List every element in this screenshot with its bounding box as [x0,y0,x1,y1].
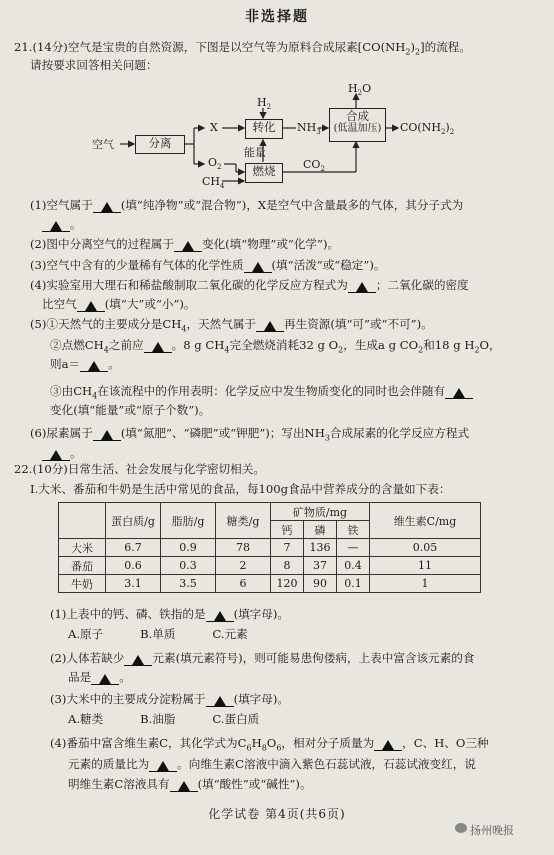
answer-blank[interactable] [206,609,234,622]
triangle-icon [453,388,465,398]
q21-part1-cont: 。 [42,217,82,232]
answer-blank[interactable] [174,239,202,252]
table-cell: 6 [216,575,271,593]
table-header-cell: 磷 [304,521,337,539]
answer-blank[interactable] [149,759,177,772]
page-footer: 化学试卷 第4页(共6页) [208,807,346,821]
q21-part6-cont: 。 [42,446,82,461]
q22-sub2: (2)人体若缺少 元素(填元素符号)，则可能易患佝偻病，上表中富含该元素的食 [50,651,475,665]
h2o-label: $H_2O$ [348,82,372,98]
energy-label: 能量 [244,146,266,159]
answer-blank[interactable] [244,260,272,273]
triangle-icon [50,221,62,231]
triangle-icon [264,321,276,331]
table-cell: 大米 [59,539,106,557]
q21-part6: (6)尿素属于 (填“氮肥”、“磷肥”或“钾肥”)；写出$NH_3$合成尿素的化学反应方程式 [30,426,470,443]
answer-blank[interactable] [124,653,152,666]
q21-part5-3: ③由$CH_4$在该流程中的作用表明：化学反应中发生物质变化的同时也会伴随有 [50,384,473,402]
triangle-icon [214,611,226,621]
table-cell: 6.7 [106,539,161,557]
table-cell: 番茄 [59,557,106,575]
table-cell: 0.6 [106,557,161,575]
table-cell: 8 [271,557,304,575]
triangle-icon [382,740,394,750]
triangle-icon [178,781,190,791]
triangle-icon [214,696,226,706]
q22-sub1-options: A.原子 B.单质 C.元素 [68,627,248,641]
answer-blank[interactable] [256,319,284,332]
triangle-icon [157,761,169,771]
table-cell: 0.4 [337,557,370,575]
convert-box: 转化 [245,119,283,139]
triangle-icon [50,450,62,460]
o2-label: $O_2$ [208,156,222,172]
q22-sub3-options: A.糖类 B.油脂 C.蛋白质 [68,712,260,726]
air-label: 空气 [92,138,114,151]
q21-part5-1: (5)①天然气的主要成分是$CH_4$，天然气属于 再生资源(填“可”或“不可”)。 [30,317,433,334]
table-cell: 90 [304,575,337,593]
answer-blank[interactable] [91,672,119,685]
table-header-cell: 铁 [337,521,370,539]
q22-stem: 22.(10分)日常生活、社会发展与化学密切相关。 [14,462,265,476]
table-header-cell: 蛋白质/g [106,503,161,539]
table-cell: 1 [370,575,481,593]
q21-part4: (4)实验室用大理石和稀盐酸制取二氧化碳的化学反应方程式为 ；二氧化碳的密度 [30,278,469,292]
section-title: 非选择题 [245,9,309,25]
triangle-icon [152,342,164,352]
table-cell: 136 [304,539,337,557]
answer-blank[interactable] [42,448,70,461]
product-label: $CO(NH_2)_2$ [400,121,455,137]
q22-sub4-cont2: 明维生素C溶液具有 (填“酸性”或“碱性”)。 [68,777,312,791]
q22-sub4-cont1: 元素的质量比为 。向维生素C溶液中滴入紫色石蕊试液，石蕊试液变红，说 [68,757,476,771]
answer-blank[interactable] [144,340,172,353]
table-cell: 0.05 [370,539,481,557]
table-row [59,575,481,593]
table-header-cell: 脂肪/g [161,503,216,539]
q21-part4-cont: 比空气 (填“大”或“小”)。 [42,297,196,311]
answer-blank[interactable] [170,779,198,792]
q21-part1: (1)空气属于 (填“纯净物”或“混合物”)，X是空气中含量最多的气体，其分子式为 [30,198,464,212]
triangle-icon [101,202,113,212]
table-row [59,539,481,557]
answer-blank[interactable] [77,299,105,312]
nutrition-table [58,502,481,593]
table-cell: 11 [370,557,481,575]
q21-part2: (2)图中分离空气的过程属于 变化(填“物理”或“化学”)。 [30,237,340,251]
table-header-cell: 维生素C/mg [370,503,481,539]
answer-blank[interactable] [206,694,234,707]
table-header-cell: 糖类/g [216,503,271,539]
watermark: 扬州晚报 [470,824,514,837]
table-cell: 0.1 [337,575,370,593]
table-cell: 0.9 [161,539,216,557]
q21-part5-2: ②点燃$CH_4$之前应 。8 g $CH_4$完全燃烧消耗32 g $O_2$，生成a g $CO_2$和18 g $H_2O$， [50,338,501,355]
table-cell: 2 [216,557,271,575]
burn-box: 燃烧 [245,163,283,183]
table-cell: — [337,539,370,557]
q21-stem: 21.(14分)空气是宝贵的自然资源，下图是以空气等为原料合成尿素$[CO(NH_2)_2]$的流程。 [14,40,471,57]
triangle-icon [99,674,111,684]
table-cell: 120 [271,575,304,593]
synth-box: 合成 (低温加压) [329,108,386,142]
ch4-label: $CH_4$ [202,175,225,191]
table-cell: 3.5 [161,575,216,593]
q21-part5-3-cont: 变化(填“能量”或“原子个数”)。 [50,403,211,417]
table-cell: 37 [304,557,337,575]
q22-part1-intro: Ⅰ.大米、番茄和牛奶是生活中常见的食品，每100g食品中营养成分的含量如下表： [30,482,451,496]
q21-part3: (3)空气中含有的少量稀有气体的化学性质 (填“活泼”或“稳定”)。 [30,258,386,272]
q21-part5-2-cont: 则a＝ 。 [50,357,120,371]
separate-box: 分离 [135,135,185,154]
q22-sub1: (1)上表中的钙、磷、铁指的是 (填字母)。 [50,607,289,621]
answer-blank[interactable] [445,386,473,399]
triangle-icon [101,430,113,440]
wechat-icon [455,823,467,833]
triangle-icon [182,241,194,251]
table-cell: 7 [271,539,304,557]
co2-label: $CO_2$ [303,158,325,174]
table-cell: 牛奶 [59,575,106,593]
table-header-cell: 钙 [271,521,304,539]
answer-blank[interactable] [348,280,376,293]
answer-blank[interactable] [93,200,121,213]
q22-sub2-cont: 品是 。 [68,670,131,684]
triangle-icon [356,282,368,292]
triangle-icon [252,262,264,272]
triangle-icon [88,361,100,371]
table-row [59,557,481,575]
table-cell: 3.1 [106,575,161,593]
x-label: X [210,121,218,134]
nh3-label: $NH_3$ [297,121,321,137]
table-header-cell: 矿物质/mg [271,503,370,521]
triangle-icon [132,655,144,665]
triangle-icon [85,301,97,311]
answer-blank[interactable] [374,738,402,751]
q22-sub3: (3)大米中的主要成分淀粉属于 (填字母)。 [50,692,289,706]
answer-blank[interactable] [80,359,108,372]
answer-blank[interactable] [93,428,121,441]
answer-blank[interactable] [42,219,70,232]
table-corner-cell [59,503,106,539]
q22-sub4: (4)番茄中富含维生素C，其化学式为$C_6H_8O_6$，相对分子质量为 ，C、H、O三种 [50,736,489,753]
h2-label: $H_2$ [257,96,272,112]
table-cell: 78 [216,539,271,557]
table-header-row [59,503,481,521]
q21-instruction: 请按要求回答相关问题： [30,58,158,72]
table-cell: 0.3 [161,557,216,575]
